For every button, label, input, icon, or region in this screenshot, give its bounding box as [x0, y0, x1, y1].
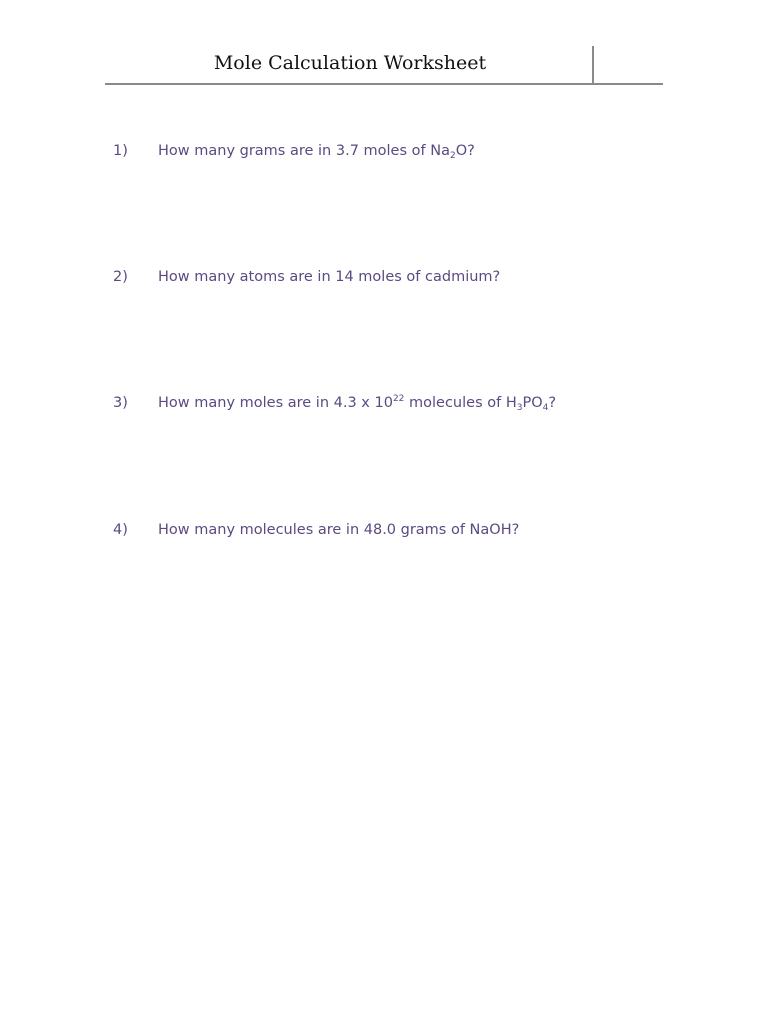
page-title: Mole Calculation Worksheet: [213, 52, 487, 74]
question-number: 4): [113, 522, 128, 538]
question-1: [0, 143, 768, 163]
header-rule: [105, 83, 663, 85]
question-text: How many atoms are in 14 moles of cadmium?: [158, 269, 501, 285]
header-tick-mark: [592, 46, 594, 84]
question-number: 2): [113, 269, 128, 285]
question-3: [0, 395, 768, 415]
question-text: How many moles are in 4.3 x $10^{22}$ molecules of $H_3PO_4$?: [158, 394, 557, 413]
question-2: [0, 269, 768, 289]
question-text: How many molecules are in 48.0 grams of NaOH?: [158, 522, 520, 538]
question-number: 1): [113, 143, 128, 159]
question-text: How many grams are in 3.7 moles of $Na_2O$?: [158, 143, 475, 161]
question-number: 3): [113, 395, 128, 411]
question-4: [0, 522, 768, 542]
